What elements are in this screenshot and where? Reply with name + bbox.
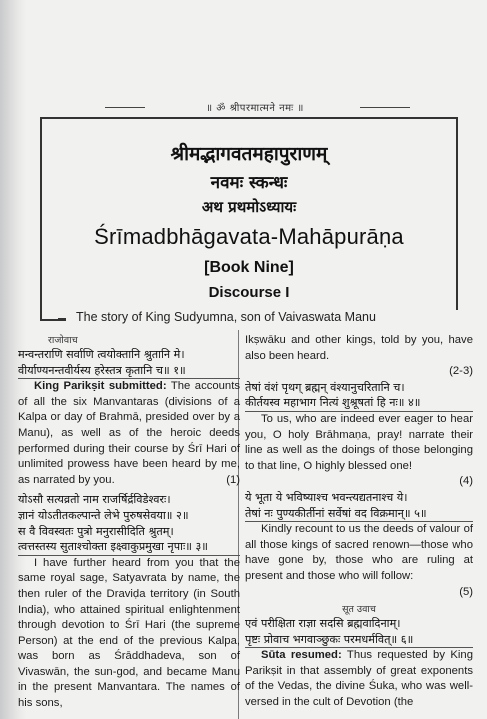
book-heading: [Book Nine] [204,259,294,276]
verse-line: तेषां वंशं पृथग् ब्रह्मन् वंश्यानुचरितानि च। [245,380,405,394]
chapter-subtitle: The story of King Sudyumna, son of Vaivaswata Manu [66,310,468,328]
adhyaya-heading: अथ प्रथमोऽध्यायः [201,198,297,216]
verse-line: ज्ञानं योऽतीतकल्पान्ते लेभे पुरुषसेवया॥ २॥ [18,508,189,522]
translation-paragraph [245,333,473,364]
translation-paragraph [18,379,240,488]
verse-line: तेषां नः पुण्यकीर्तीनां सर्वेषां वद विक्रमान्॥ ५॥ [245,506,427,520]
verse-line: ये भूता ये भविष्याश्च भवन्त्यद्यतनाश्च ये। [245,490,408,504]
skandha-heading: नवमः स्कन्धः [210,173,288,193]
verse-line: त्वत्तस्तस्य सुताश्चोक्ता इक्ष्वाकुप्रमुखा नृपाः॥ ३॥ [18,540,208,554]
translation-text: Ikṣwāku and other kings, told by you, have also been heard. [245,334,473,362]
speaker-lead: King Parikṣit submitted: [34,380,167,393]
invocation: ॥ ॐ श्रीपरमात्मने नमः ॥ [206,103,304,114]
verse-line: कीर्तयस्व महाभाग नित्यं शुश्रूषतां हि नः॥ ४॥ [245,396,421,410]
verse-line: स वै विवस्वतः पुत्रो मनुरासीदिति श्रुतम्। [18,524,174,538]
verse-line: पृष्टः प्रोवाच भगवाञ्छुकः परमधर्मवित्॥ ६॥ [245,632,414,646]
invocation-rule-left [105,107,145,108]
speaker-lead: Sūta resumed: [261,649,342,662]
translation-text: Thus requested by King Parikṣit in that assembly of great exponents of the Vedas, the divine Śuka, who was well-versed in the cult of Devotion (the [245,649,473,709]
speaker-label: राजोवाच [48,335,78,346]
translation-paragraph: To us, who are indeed ever eager to hear you, O holy Brāhmaṇa, pray! narrate their line as well as the doings of those belonging to that line, O highly blessed one! [245,412,473,472]
translation-paragraph: I have further heard from you that the same royal sage, Satyavrata by name, the then ruler of the Draviḍa territory (in South India), who attained spiritual enlightenment through devotion to Śrī Hari (the supreme Person) at the end of the previous Kalpa, was born as Śrāddhadeva, son of Vivaswān, the sun-god, and became Manu in the present Manvantara. The names of his sons, [18,556,240,710]
title-sanskrit: श्रीमद्भागवतमहापुराणम् [170,143,328,165]
verse-line: एवं परीक्षिता राज्ञा सदसि ब्रह्मवादिनाम्। [245,617,401,631]
speaker-label: सूत उवाच [342,604,376,616]
translation-paragraph: Kindly recount to us the deeds of valour of all those kings of sacred renown—those who have gone by, those who are ruling at present and those who will follow: [245,523,473,582]
verse-reference: (4) [459,475,473,488]
verse-reference: (2-3) [449,365,473,378]
verse-line: वीर्याण्यनन्तवीर्यस्य हरेस्तत्र कृतानि च॥ १॥ [18,363,186,377]
verse-reference: (5) [459,585,473,598]
right-column [245,333,473,711]
verse-line: योऽसौ सत्यव्रतो नाम राजर्षिर्द्रविडेश्वरः। [18,493,171,507]
translation-paragraph [245,648,473,710]
title-english: Śrīmadbhāgavata-Mahāpurāṇa [94,224,404,249]
left-column [18,333,240,712]
verse-line: मन्वन्तराणि सर्वाणि त्वयोक्तानि श्रुतानि मे। [18,348,185,361]
invocation-rule-right [360,107,410,108]
verse-reference: (1) [226,473,240,486]
translation-text: The accounts of all the six Manvantaras (divisions of a Kalpa or day of Brahmā, presided over by a Manu), as well as of the heroic deeds performed during their course by Śrī Hari of unlimited prowess have been heard by me, as narrated by you. [18,380,240,486]
discourse-heading: Discourse I [208,284,290,301]
